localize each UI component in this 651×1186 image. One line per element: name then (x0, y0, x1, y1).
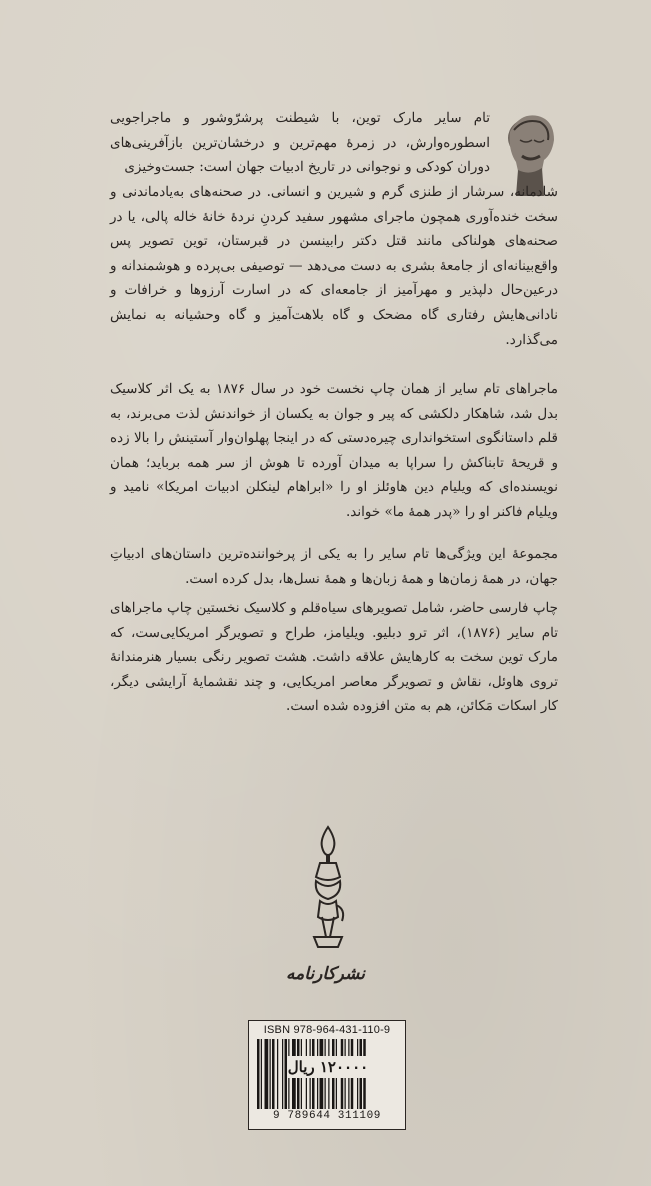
barcode-bar (265, 1039, 269, 1109)
barcode-bar (282, 1039, 283, 1109)
description-paragraph-2: ماجراهای تام سایر از همان چاپ نخست خود در سال ۱۸۷۶ به یک اثر کلاسیک بدل شد، شاهکار دلکشی که پیر و جوان به یکسان از خواندنش لذت می‌برند، به قلم داستانگوی استخوانداری چیره‌دستی که در اینجا پهلوان‌وار آستینش را بالا زده و قریحهٔ تابناکش را سراپا به میدان آورده تا هوش از سر همه برباید؛ همان نویسنده‌ای که ویلیام دین هاوئلز او را «ابراهام لینکلن ادبیات امریکا» نامید و ویلیام فاکنر او را «پدر همهٔ ما» خواند. (110, 381, 558, 520)
description-paragraph-4: چاپ فارسی حاضر، شامل تصویرهای سیاه‌قلم و کلاسیک نخستین چاپ ماجراهای تام سایر (۱۸۷۶)، اثر ترو دبلیو. ویلیامز، طراح و تصویرگر امریکایی‌ست، که مارک توین سخت به کارهایش علاقه داشت. هشت تصویر رنگی بسیار هنرمندانهٔ تروی هاوئل، نقاش و تصویرگر معاصر امریکایی، و چند نقشمایهٔ آرایشی دیگر، کار اسکات مَکائن، هم به متن افزوده شده است. (110, 600, 558, 715)
description-paragraph-1-intro: تام سایر مارک توین، با شیطنت پرشرّوشور و ماجراجویی اسطوره‌وارش، در زمرهٔ مهم‌ترین و درخشان‌ترین بازآفرینی‌های دوران کودکی و نوجوانی در تاریخ ادبیات جهان است: جست‌وخیزی (110, 110, 490, 176)
oil-lamp-logo-icon (306, 825, 350, 957)
price-label: ۱۲۰۰۰۰ ریال (287, 1058, 369, 1076)
barcode-bar (277, 1039, 278, 1109)
barcode-bar (270, 1039, 271, 1109)
barcode-sticker (248, 1020, 406, 1130)
barcode-bar (272, 1039, 275, 1109)
description-paragraph-3: مجموعهٔ این ویژگی‌ها تام سایر را به یکی از پرخواننده‌ترین داستان‌های ادبیاتِ جهان، در همهٔ زمان‌ها و همهٔ زبان‌ها و همهٔ نسل‌ها، بدل کرده است. (110, 546, 558, 587)
description-paragraph-1: شادمانه، سرشار از طنزی گرم و شیرین و انسانی. در صحنه‌های به‌یادماندنی و سخت خنده‌آوری همچون ماجرای مشهور سفید کردنِ نردهٔ خانهٔ خاله پالی، یا در صحنه‌های هولناکی مانند قتل دکتر رابینسن در قبرستان، توین تصویر پس واقع‌بینانه‌ای از جامعهٔ بشری به دست می‌دهد — توصیفی بی‌پرده و هوشمندانه و درعین‌حال دلپذیر و مهرآمیز از جامعه‌ای که در اسارت آرزوها و خرافات و نادانی‌هایش رفتاری گاه مضحک و گاه بلاهت‌آمیز و گاه وحشیانه به نمایش می‌گذارد. (110, 184, 558, 348)
isbn-number: ISBN 978-964-431-110-9 (263, 1024, 391, 1036)
barcode-digits: 9 789644 311109 (272, 1110, 382, 1122)
barcode-bar (261, 1039, 262, 1109)
barcode-bar (257, 1039, 260, 1109)
publisher-logo-text: نشرکارنامه (286, 964, 365, 984)
